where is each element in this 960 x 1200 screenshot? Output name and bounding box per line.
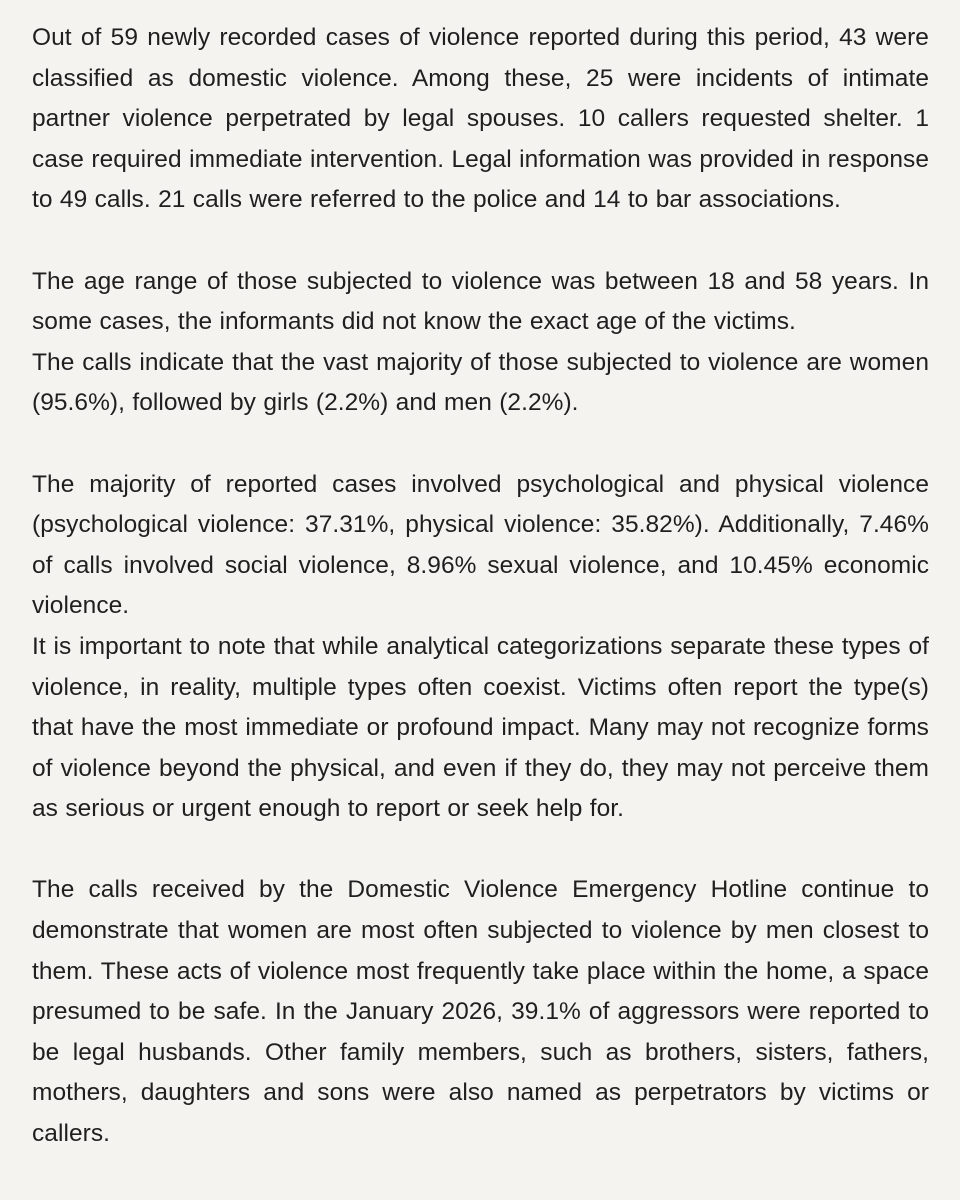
- paragraph-hotline-findings: The calls received by the Domestic Violence Emergency Hotline continue to demonstrate that women are most often subjected to violence by men closest to them. These acts of violence most frequently take place within the home, a space presumed to be safe. In the January 2026, 39.1% of aggressors were reported to be legal husbands. Other family members, such as brothers, sisters, fathers, mothers, daughters and sons were also named as perpetrators by victims or callers.: [32, 876, 929, 1148]
- paragraph-spacer: [32, 424, 929, 465]
- paragraph-coexisting-types: It is important to note that while analytical categorizations separate these types of violence, in reality, multiple types often coexist. Victims often report the type(s) that have the most immediate or profound impact. Many may not recognize forms of violence beyond the physical, and even if they do, they may not perceive them as serious or urgent enough to report or seek help for.: [32, 632, 929, 823]
- paragraph-case-summary: Out of 59 newly recorded cases of violence reported during this period, 43 were classified as domestic violence. Among these, 25 were incidents of intimate partner violence perpetrated by legal spouses. 10 callers requested shelter. 1 case required immediate intervention. Legal information was provided in response to 49 calls. 21 calls were referred to the police and 14 to bar associations.: [32, 24, 929, 214]
- paragraph-age-range: The age range of those subjected to violence was between 18 and 58 years. In some cases, the informants did not know the exact age of the victims.: [32, 267, 929, 336]
- paragraph-violence-types: The majority of reported cases involved psychological and physical violence (psychological violence: 37.31%, physical violence: 35.82%). Additionally, 7.46% of calls involved social violence, 8.96% sexual violence, and 10.45% economic violence.: [32, 470, 929, 620]
- paragraph-spacer: [32, 830, 929, 871]
- paragraph-spacer: [32, 221, 929, 262]
- paragraph-victim-gender: The calls indicate that the vast majority of those subjected to violence are women (95.6%), followed by girls (2.2%) and men (2.2%).: [32, 348, 929, 417]
